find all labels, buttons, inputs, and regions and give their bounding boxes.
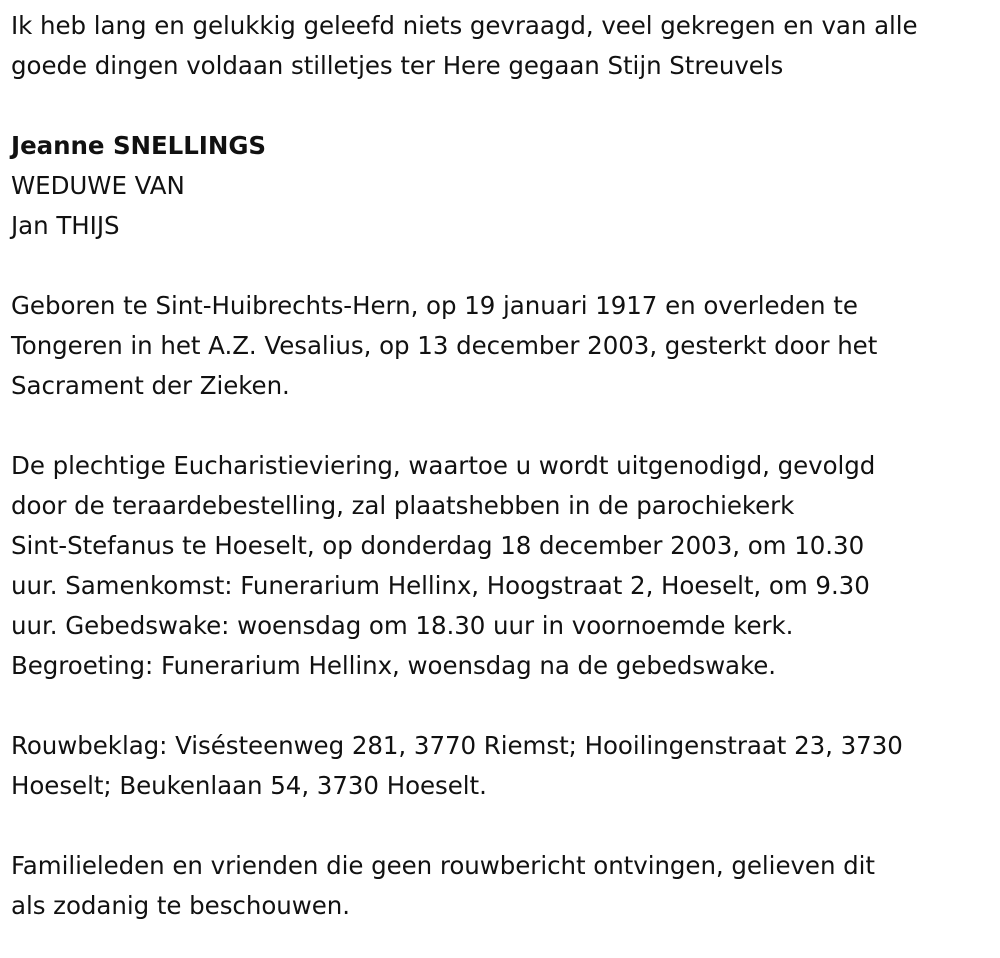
deceased-status: WEDUWE VAN bbox=[11, 171, 185, 200]
birth-death-line: Sacrament der Zieken. bbox=[11, 371, 290, 400]
ceremony-line: De plechtige Eucharistieviering, waartoe u wordt uitgenodigd, gevolgd bbox=[11, 451, 876, 480]
motto-section bbox=[11, 6, 1000, 86]
birth-death-line: Tongeren in het A.Z. Vesalius, op 13 december 2003, gesterkt door het bbox=[11, 331, 878, 360]
ceremony-line: Sint-Stefanus te Hoeselt, op donderdag 18 december 2003, om 10.30 bbox=[11, 531, 865, 560]
condolences-line: Hoeselt; Beukenlaan 54, 3730 Hoeselt. bbox=[11, 771, 487, 800]
spacer bbox=[11, 246, 1000, 286]
motto-line: goede dingen voldaan stilletjes ter Here gegaan Stijn Streuvels bbox=[11, 51, 784, 80]
spacer bbox=[11, 406, 1000, 446]
deceased-section bbox=[11, 126, 1000, 246]
birth-death-section bbox=[11, 286, 1000, 406]
ceremony-section bbox=[11, 446, 1000, 686]
motto-line: Ik heb lang en gelukkig geleefd niets gevraagd, veel gekregen en van alle bbox=[11, 11, 918, 40]
ceremony-line: Begroeting: Funerarium Hellinx, woensdag na de gebedswake. bbox=[11, 651, 777, 680]
ceremony-line: uur. Samenkomst: Funerarium Hellinx, Hoogstraat 2, Hoeselt, om 9.30 bbox=[11, 571, 870, 600]
spacer bbox=[11, 86, 1000, 126]
spacer bbox=[11, 686, 1000, 726]
spacer bbox=[11, 806, 1000, 846]
ceremony-line: uur. Gebedswake: woensdag om 18.30 uur in voornoemde kerk. bbox=[11, 611, 794, 640]
closing-line: Familieleden en vrienden die geen rouwbericht ontvingen, gelieven dit bbox=[11, 851, 875, 880]
closing-section bbox=[11, 846, 1000, 926]
condolences-line: Rouwbeklag: Visésteenweg 281, 3770 Riemst; Hooilingenstraat 23, 3730 bbox=[11, 731, 903, 760]
spouse-name: Jan THIJS bbox=[11, 211, 120, 240]
birth-death-line: Geboren te Sint-Huibrechts-Hern, op 19 januari 1917 en overleden te bbox=[11, 291, 858, 320]
condolences-section bbox=[11, 726, 1000, 806]
ceremony-line: door de teraardebestelling, zal plaatshebben in de parochiekerk bbox=[11, 491, 795, 520]
closing-line: als zodanig te beschouwen. bbox=[11, 891, 350, 920]
deceased-name: Jeanne SNELLINGS bbox=[11, 131, 266, 160]
